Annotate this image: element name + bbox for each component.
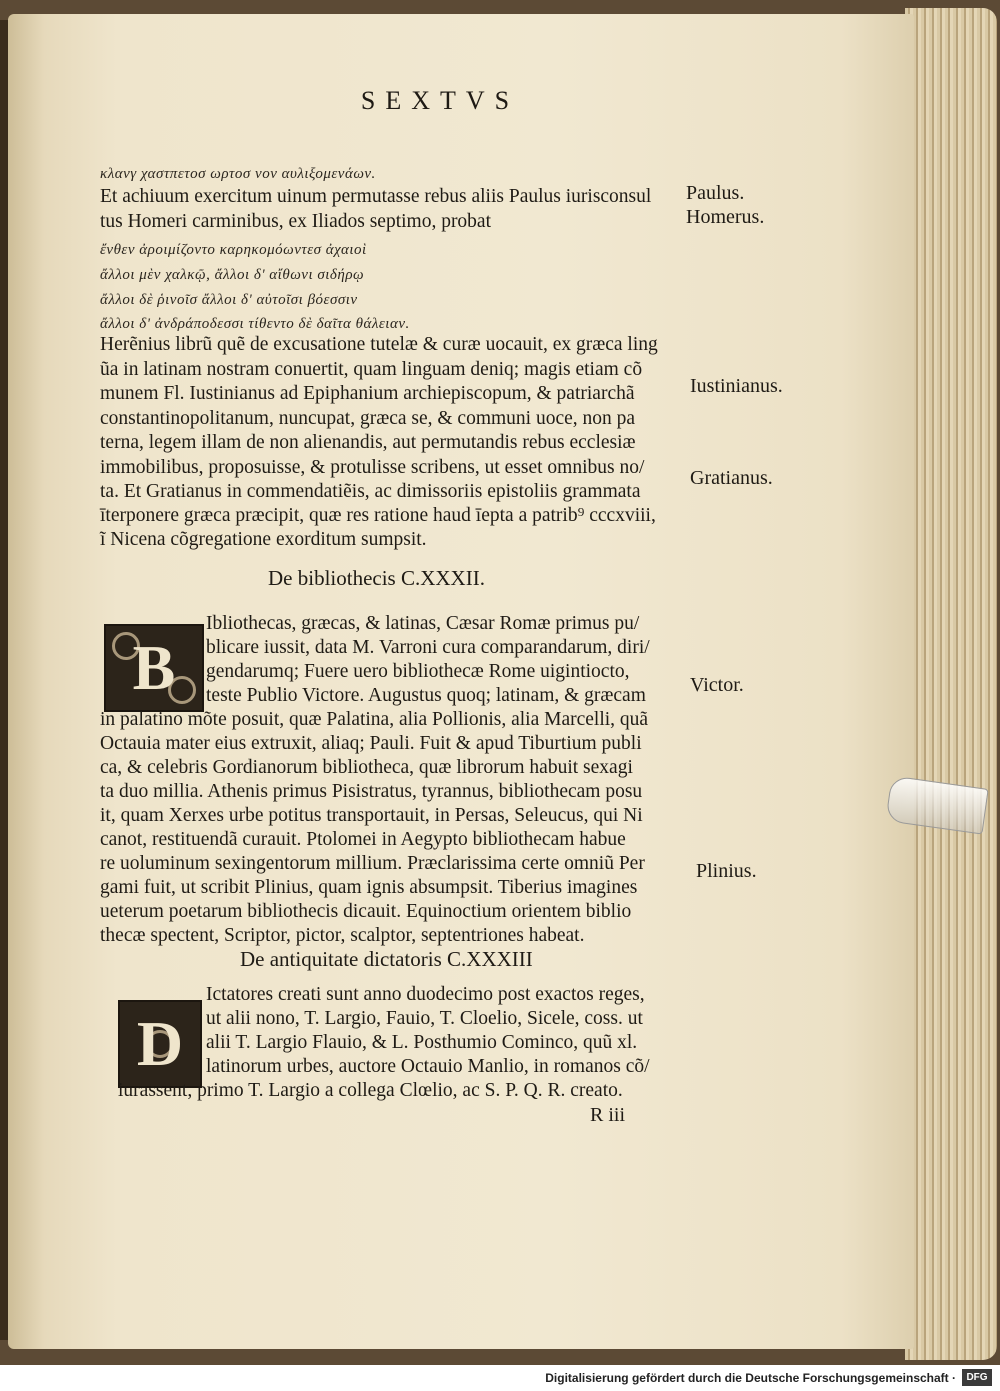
text-line: ueterum poetarum bibliothecis dicauit. Equinoctium orientem biblio: [100, 901, 632, 922]
text-line: iurassent, primo T. Largio a collega Clœlio, ac S. P. Q. R. creato.: [118, 1080, 623, 1101]
text-line: teste Publio Victore. Augustus quoq; latinam, & græcam: [206, 685, 646, 706]
text-line: ἔνθεν ἀροιμίζοντο καρηκομόωντεσ ἀχαιοὶ: [100, 242, 367, 258]
text-line: in palatino mõte posuit, quæ Palatina, alia Pollionis, alia Marcelli, quã: [100, 709, 649, 730]
text-line: immobilibus, proposuisse, & protulisse scribens, ut esset omnibus no/: [100, 457, 645, 478]
text-line: ĩ Nicena cõgregatione exorditum sumpsit.: [100, 529, 427, 550]
text-line: ἄλλοι δ' ἀνδράποδεσσι τίθεντο δὲ δαῖτα θάλειαν.: [100, 316, 410, 332]
text-line: κλανγ χαστπετοσ ωρτοσ νον αυλιξομενάων.: [100, 166, 376, 182]
decorated-initial: [118, 1000, 202, 1088]
decorated-initial: [104, 624, 204, 712]
page-edges: [905, 8, 997, 1360]
text-line: constantinopolitanum, nuncupat, græca se, & communi uoce, non pa: [100, 408, 636, 429]
text-line: ta duo millia. Athenis primus Pisistratus, tyrannus, bibliothecam posu: [100, 781, 643, 802]
margin-note: Iustinianus.: [690, 375, 783, 397]
text-line: ut alii nono, T. Largio, Fauio, T. Cloelio, Sicele, coss. ut: [206, 1008, 643, 1029]
text-line: terna, legem illam de non alienandis, aut permutandis rebus ecclesiæ: [100, 432, 636, 453]
text-line: ἄλλοι μὲν χαλκῷ, ἄλλοι δ' αἴθωνι σιδήρῳ: [100, 267, 365, 283]
margin-note: Homerus.: [686, 206, 765, 228]
running-head: SEXTVS: [360, 86, 520, 115]
dfg-logo-icon: DFG: [962, 1369, 992, 1386]
text-line: ũa in latinam nostram conuertit, quam linguam deniq; magis etiam cõ: [100, 359, 643, 380]
text-line: Et achiuum exercitum uinum permutasse rebus aliis Paulus iurisconsul: [100, 186, 652, 207]
margin-note: Gratianus.: [690, 467, 773, 489]
signature-mark: R iii: [590, 1104, 626, 1126]
text-line: munem Fl. Iustinianus ad Epiphanium archiepiscopum, & patriarchã: [100, 383, 635, 404]
text-line: canot, restituendã curauit. Ptolomei in Aegypto bibliothecam habue: [100, 829, 626, 850]
text-line: gendarumq; Fuere uero bibliothecæ Rome uigintiocto,: [206, 661, 630, 682]
text-line: Ibliothecas, græcas, & latinas, Cæsar Romæ primus pu/: [206, 613, 640, 634]
text-line: ca, & celebris Gordianorum bibliotheca, quæ librorum habuit sexagi: [100, 757, 633, 778]
initial-letter: B: [132, 632, 176, 703]
text-line: it, quam Xerxes urbe potitus transportauit, in Persas, Seleucus, qui Ni: [100, 805, 643, 826]
text-line: īterponere græca præcipit, quæ res ratione haud īepta a patrib⁹ cccxviii,: [100, 505, 656, 526]
text-line: Herẽnius librũ quẽ de excusatione tutelæ & curæ uocauit, ex græca ling: [100, 334, 658, 355]
margin-note: Plinius.: [696, 860, 757, 882]
section-heading: De bibliothecis C.XXXII.: [268, 566, 485, 590]
text-line: Octauia mater eius extruxit, aliaq; Pauli. Fuit & apud Tiburtium publi: [100, 733, 642, 754]
margin-note: Paulus.: [686, 182, 745, 204]
text-line: ἄλλοι δὲ ῥινοῖσ ἄλλοι δ' αὐτοῖσι βόεσσιν: [100, 292, 358, 308]
text-line: tus Homeri carminibus, ex Iliados septimo, probat: [100, 211, 492, 232]
funding-credit: Digitalisierung gefördert durch die Deutsche Forschungsgemeinschaft ·: [545, 1371, 956, 1385]
text-line: alii T. Largio Flauio, & L. Posthumio Cominco, quũ xl.: [206, 1032, 638, 1053]
margin-note: Victor.: [690, 674, 744, 696]
text-line: latinorum urbes, auctore Octauio Manlio, in romanos cõ/: [206, 1056, 650, 1077]
text-line: blicare iussit, data M. Varroni cura comparandarum, diri/: [206, 637, 650, 658]
text-line: gami fuit, ut scribit Plinius, quam ignis absumpsit. Tiberius imagines: [100, 877, 638, 898]
text-line: Ictatores creati sunt anno duodecimo post exactos reges,: [206, 984, 645, 1005]
section-heading: De antiquitate dictatoris C.XXXIII: [240, 947, 533, 971]
text-line: re uoluminum sexingentorum millium. Præclarissima certe omniũ Per: [100, 853, 645, 874]
text-line: ta. Et Gratianus in commendatiẽis, ac dimissoriis epistoliis grammata: [100, 481, 641, 502]
text-line: thecæ spectent, Scriptor, pictor, scalptor, septentriones habeat.: [100, 925, 585, 946]
initial-letter: D: [136, 1008, 184, 1079]
